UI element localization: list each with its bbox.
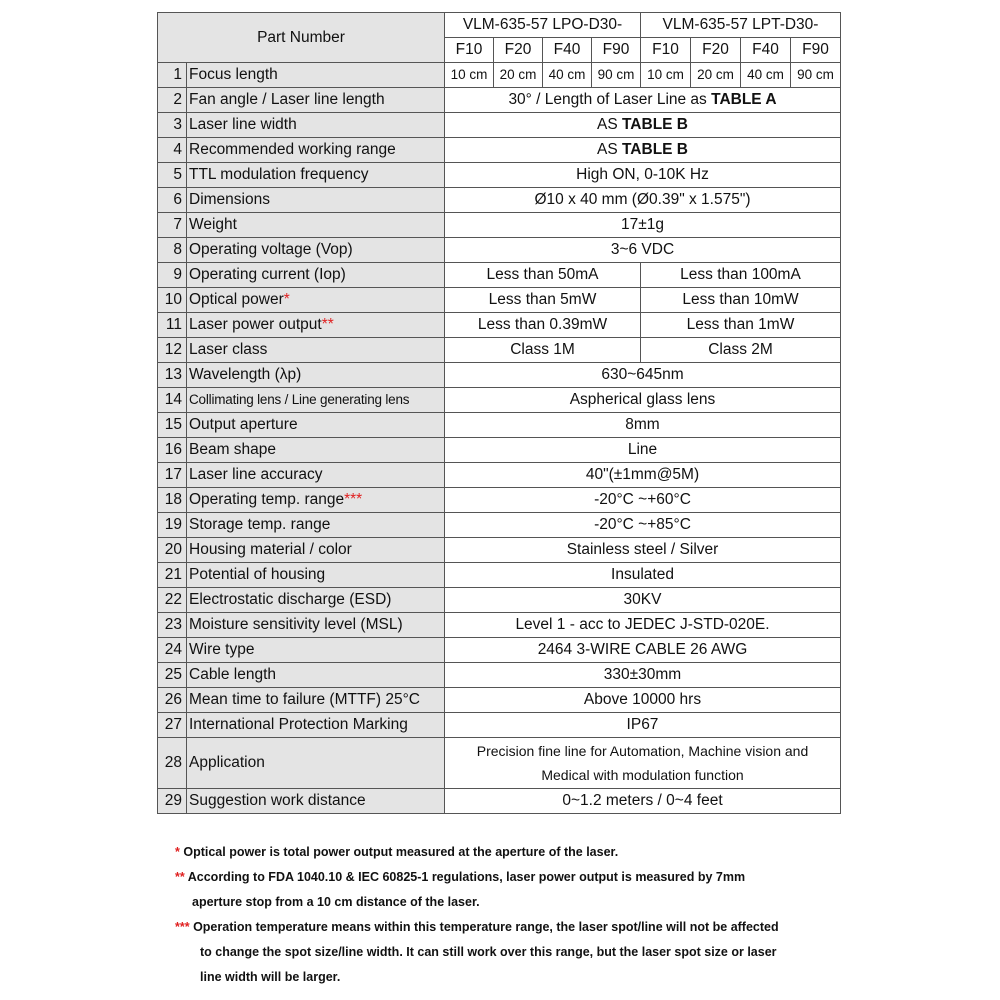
row-number: 18: [158, 488, 187, 513]
value-cell: 30KV: [445, 588, 841, 613]
table-row: [158, 789, 841, 814]
row-label: [187, 313, 445, 338]
value-cell: 2464 3-WIRE CABLE 26 AWG: [445, 638, 841, 663]
row-label-text: International Protection Marking: [189, 716, 408, 733]
row-label-text: Housing material / color: [189, 541, 352, 558]
row-label-text: Mean time to failure (MTTF) 25°C: [189, 691, 421, 708]
footnote-mark: *: [283, 291, 290, 308]
focus-length-cell: 40 cm: [543, 63, 592, 88]
row-label-text: Optical power: [189, 291, 284, 308]
row-label-text: Operating voltage (Vop): [189, 241, 353, 258]
row-label-text: Moisture sensitivity level (MSL): [189, 616, 403, 633]
row-label: [187, 513, 445, 538]
spec-table: [157, 12, 841, 814]
table-row: [158, 413, 841, 438]
row-label-text: Application: [189, 754, 265, 771]
focus-length-cell: 20 cm: [691, 63, 741, 88]
footnote-mark: ***: [175, 920, 190, 934]
footnote-mark: **: [321, 316, 334, 333]
model-a-header: VLM-635-57 LPO-D30-: [445, 13, 641, 38]
focus-length-cell: 40 cm: [741, 63, 791, 88]
table-row: [158, 663, 841, 688]
row-number: 25: [158, 663, 187, 688]
row-number: 29: [158, 789, 187, 814]
row-label: [187, 163, 445, 188]
row-label: [187, 538, 445, 563]
row-number: 24: [158, 638, 187, 663]
value-cell-b: Less than 100mA: [641, 263, 841, 288]
row-label: [187, 238, 445, 263]
row-number: 17: [158, 463, 187, 488]
footnote-1: [175, 840, 835, 865]
table-row: [158, 738, 841, 789]
row-label: [187, 438, 445, 463]
value-cell: [445, 88, 841, 113]
row-number: 15: [158, 413, 187, 438]
row-label-text: Beam shape: [189, 441, 277, 458]
value-cell-a: Less than 0.39mW: [445, 313, 641, 338]
table-row: [158, 188, 841, 213]
footnote-text: to change the spot size/line width. It can still work over this range, but the laser spot size or laser: [200, 945, 777, 959]
table-row: [158, 88, 841, 113]
focus-length-cell: 10 cm: [445, 63, 494, 88]
footnote-mark: ***: [344, 491, 363, 508]
row-label: [187, 288, 445, 313]
row-label: [187, 588, 445, 613]
row-number: 22: [158, 588, 187, 613]
value-cell: High ON, 0-10K Hz: [445, 163, 841, 188]
row-label-text: Fan angle / Laser line length: [189, 91, 385, 108]
footnote-3-cont: [175, 965, 835, 990]
variant-header: F10: [445, 38, 494, 63]
row-label: [187, 113, 445, 138]
value-bold-text: TABLE B: [621, 116, 688, 133]
row-number: 5: [158, 163, 187, 188]
footnote-text: aperture stop from a 10 cm distance of the laser.: [192, 895, 480, 909]
table-row: [158, 488, 841, 513]
row-label-text: Collimating lens / Line generating lens: [189, 392, 410, 407]
row-label: [187, 488, 445, 513]
row-label: [187, 789, 445, 814]
value-cell-b: Less than 1mW: [641, 313, 841, 338]
value-cell: 40"(±1mm@5M): [445, 463, 841, 488]
value-cell: Insulated: [445, 563, 841, 588]
footnote-3-cont: [175, 940, 835, 965]
model-b-header: VLM-635-57 LPT-D30-: [641, 13, 841, 38]
focus-length-cell: 20 cm: [494, 63, 543, 88]
variant-header: F20: [494, 38, 543, 63]
footnote-text: According to FDA 1040.10 & IEC 60825-1 regulations, laser power output is measured by 7mm: [187, 870, 746, 884]
row-number: 9: [158, 263, 187, 288]
row-number: 7: [158, 213, 187, 238]
value-cell: Level 1 - acc to JEDEC J-STD-020E.: [445, 613, 841, 638]
variant-header: F20: [691, 38, 741, 63]
value-cell: Above 10000 hrs: [445, 688, 841, 713]
value-cell: Line: [445, 438, 841, 463]
row-label: [187, 388, 445, 413]
table-row: [158, 463, 841, 488]
row-label: [187, 638, 445, 663]
value-cell-a: Less than 5mW: [445, 288, 641, 313]
row-number: 27: [158, 713, 187, 738]
table-row: [158, 113, 841, 138]
variant-header: F10: [641, 38, 691, 63]
row-number: 14: [158, 388, 187, 413]
value-cell: [445, 113, 841, 138]
table-row: [158, 238, 841, 263]
table-row: [158, 338, 841, 363]
row-label-text: Wavelength (λp): [189, 366, 302, 383]
value-cell: [445, 138, 841, 163]
value-cell: 330±30mm: [445, 663, 841, 688]
row-label: [187, 263, 445, 288]
variant-header: F90: [592, 38, 641, 63]
table-row: [158, 288, 841, 313]
row-number: 2: [158, 88, 187, 113]
table-row: [158, 363, 841, 388]
row-number: 28: [158, 738, 187, 789]
row-number: 19: [158, 513, 187, 538]
row-label-text: Wire type: [189, 641, 255, 658]
row-label-text: Dimensions: [189, 191, 270, 208]
row-number: 6: [158, 188, 187, 213]
table-row: [158, 388, 841, 413]
value-cell: -20°C ~+60°C: [445, 488, 841, 513]
value-text: 30° / Length of Laser Line as: [508, 91, 712, 108]
value-cell-b: Class 2M: [641, 338, 841, 363]
row-label-text: Suggestion work distance: [189, 792, 366, 809]
row-number: 13: [158, 363, 187, 388]
variant-header: F40: [543, 38, 592, 63]
footnote-text: Optical power is total power output measured at the aperture of the laser.: [183, 845, 619, 859]
row-label-text: Operating current (Iop): [189, 266, 346, 283]
row-label-text: Electrostatic discharge (ESD): [189, 591, 392, 608]
table-row: [158, 163, 841, 188]
value-cell: -20°C ~+85°C: [445, 513, 841, 538]
focus-length-cell: 10 cm: [641, 63, 691, 88]
focus-length-cell: 90 cm: [791, 63, 841, 88]
row-label-text: Weight: [189, 216, 237, 233]
row-label-text: Operating temp. range: [189, 491, 345, 508]
row-label-text: Laser class: [189, 341, 268, 358]
variant-header: F40: [741, 38, 791, 63]
table-row: [158, 213, 841, 238]
row-label: [187, 138, 445, 163]
row-number: 21: [158, 563, 187, 588]
header-row-models: [158, 13, 841, 38]
row-label-text: Focus length: [189, 66, 278, 83]
row-number: 12: [158, 338, 187, 363]
footnote-3: [175, 915, 835, 940]
value-bold-text: TABLE B: [621, 141, 688, 158]
value-cell: 8mm: [445, 413, 841, 438]
row-number: 10: [158, 288, 187, 313]
table-row: [158, 513, 841, 538]
row-label: [187, 463, 445, 488]
table-row: [158, 563, 841, 588]
row-number: 8: [158, 238, 187, 263]
value-cell-a: Less than 50mA: [445, 263, 641, 288]
table-row: [158, 538, 841, 563]
variant-header: F90: [791, 38, 841, 63]
value-cell: 17±1g: [445, 213, 841, 238]
footnote-text: Operation temperature means within this temperature range, the laser spot/line will not be affected: [193, 920, 779, 934]
table-row: [158, 438, 841, 463]
value-text: AS: [597, 141, 622, 158]
value-bold-text: TABLE A: [711, 91, 777, 108]
value-cell: 3~6 VDC: [445, 238, 841, 263]
row-number: 11: [158, 313, 187, 338]
table-row: [158, 588, 841, 613]
row-label-text: Laser line width: [189, 116, 297, 133]
row-label: [187, 213, 445, 238]
row-label: [187, 713, 445, 738]
table-row: [158, 688, 841, 713]
row-label-text: Output aperture: [189, 416, 298, 433]
value-cell: [445, 738, 841, 789]
value-text-line: Medical with modulation function: [541, 767, 744, 783]
footnote-text: line width will be larger.: [200, 970, 341, 984]
row-label: [187, 88, 445, 113]
row-label: [187, 413, 445, 438]
row-label-text: Recommended working range: [189, 141, 396, 158]
row-label-text: Laser power output: [189, 316, 322, 333]
row-label-text: Laser line accuracy: [189, 466, 323, 483]
row-label-text: Storage temp. range: [189, 516, 331, 533]
row-label: [187, 688, 445, 713]
row-number: 16: [158, 438, 187, 463]
footnote-mark: **: [175, 870, 185, 884]
value-text: AS: [597, 116, 622, 133]
row-number: 20: [158, 538, 187, 563]
table-row: [158, 63, 841, 88]
focus-length-cell: 90 cm: [592, 63, 641, 88]
table-row: [158, 263, 841, 288]
footnotes: [175, 840, 835, 990]
value-cell: Stainless steel / Silver: [445, 538, 841, 563]
row-number: 26: [158, 688, 187, 713]
value-cell-b: Less than 10mW: [641, 288, 841, 313]
row-label: [187, 188, 445, 213]
footnote-mark: *: [175, 845, 180, 859]
table-row: [158, 713, 841, 738]
row-label-text: Potential of housing: [189, 566, 326, 583]
row-number: 1: [158, 63, 187, 88]
row-number: 4: [158, 138, 187, 163]
part-number-header: Part Number: [158, 13, 445, 63]
value-cell: 0~1.2 meters / 0~4 feet: [445, 789, 841, 814]
row-label: [187, 63, 445, 88]
value-text-line: Precision fine line for Automation, Machine vision and: [476, 743, 809, 759]
footnote-2-cont: [175, 890, 835, 915]
row-label: [187, 738, 445, 789]
row-label: [187, 338, 445, 363]
row-label: [187, 363, 445, 388]
value-cell-a: Class 1M: [445, 338, 641, 363]
row-label: [187, 563, 445, 588]
value-cell: 630~645nm: [445, 363, 841, 388]
table-row: [158, 138, 841, 163]
table-row: [158, 613, 841, 638]
value-cell: IP67: [445, 713, 841, 738]
table-row: [158, 313, 841, 338]
footnote-2: [175, 865, 835, 890]
row-number: 23: [158, 613, 187, 638]
value-cell: Ø10 x 40 mm (Ø0.39" x 1.575"): [445, 188, 841, 213]
row-label-text: TTL modulation frequency: [189, 166, 369, 183]
row-label-text: Cable length: [189, 666, 277, 683]
value-cell: Aspherical glass lens: [445, 388, 841, 413]
row-label: [187, 663, 445, 688]
row-number: 3: [158, 113, 187, 138]
row-label: [187, 613, 445, 638]
table-row: [158, 638, 841, 663]
